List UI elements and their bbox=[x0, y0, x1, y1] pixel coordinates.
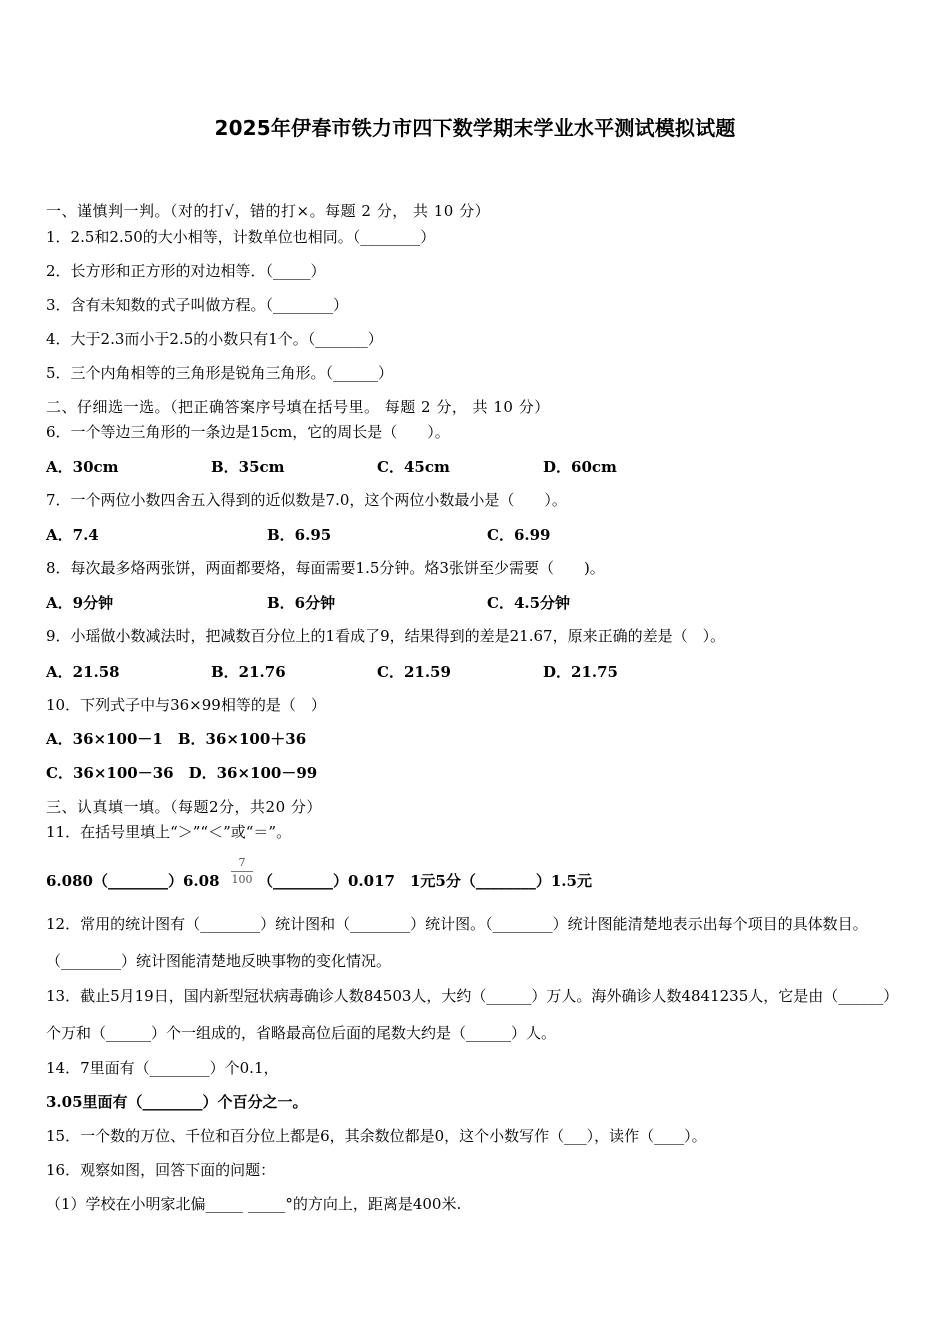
question-13: 13．截止5月19日，国内新型冠状病毒确诊人数84503人，大约（______）万人。海外确诊人数4841235人，它是由（______）个万和（______）个一组成的，省略最高位后面的尾数大约是（______）人。 bbox=[46, 987, 899, 1042]
fraction-bar bbox=[231, 871, 253, 872]
page-title: 2025年伊春市铁力市四下数学期末学业水平测试模拟试题 bbox=[214, 116, 736, 140]
section-heading-1: 一、谨慎判一判。（对的打√，错的打×。每题 2 分， 共 10 分） bbox=[46, 202, 491, 220]
fraction bbox=[229, 856, 255, 887]
question-8-options bbox=[46, 592, 910, 612]
question-16-sub-1: （1）学校在小明家北偏_____ _____°的方向上，距离是400米. bbox=[46, 1195, 462, 1213]
section-heading-2: 二、仔细选一选。（把正确答案序号填在括号里。 每题 2 分， 共 10 分） bbox=[46, 398, 550, 416]
question-10-options-row-2: C．36×100－36 D．36×100－99 bbox=[46, 764, 318, 782]
option-c: C．4.5分钟 bbox=[487, 594, 571, 612]
option-b: B．6.95 bbox=[267, 526, 332, 544]
option-a: A．9分钟 bbox=[46, 594, 114, 612]
question-2: 2．长方形和正方形的对边相等．（_____） bbox=[46, 262, 326, 280]
compare-item-2: （________）0.017 bbox=[258, 872, 395, 890]
option-d: D．60cm bbox=[543, 458, 617, 476]
option-c: C．21.59 bbox=[377, 663, 451, 681]
question-11: 11．在括号里填上“＞”“＜”或“＝”。 bbox=[46, 823, 292, 841]
question-15: 15．一个数的万位、千位和百分位上都是6，其余数位都是0，这个小数写作（___），读作（____）。 bbox=[46, 1127, 707, 1145]
question-8: 8．每次最多烙两张饼，两面都要烙，每面需要1.5分钟。烙3张饼至少需要（ )。 bbox=[46, 559, 605, 577]
question-5: 5．三个内角相等的三角形是锐角三角形。（______） bbox=[46, 364, 394, 382]
question-10-options-row-1: A．36×100－1 B．36×100＋36 bbox=[46, 730, 307, 748]
option-b: B．6分钟 bbox=[267, 594, 336, 612]
question-14-part-1: 14．7里面有（________）个0.1， bbox=[46, 1059, 279, 1077]
option-b: B．35cm bbox=[211, 458, 285, 476]
option-a: A．7.4 bbox=[46, 526, 99, 544]
option-d: D．21.75 bbox=[543, 663, 618, 681]
question-10: 10．下列式子中与36×99相等的是（ ） bbox=[46, 696, 326, 714]
section-heading-3: 三、认真填一填。（每题2分，共20 分） bbox=[46, 798, 322, 816]
question-7: 7．一个两位小数四舍五入得到的近似数是7.0，这个两位小数最小是（ ）。 bbox=[46, 491, 567, 509]
option-b: B．21.76 bbox=[211, 663, 286, 681]
question-1: 1．2.5和2.50的大小相等，计数单位也相同。（________） bbox=[46, 228, 436, 246]
option-a: A．30cm bbox=[46, 458, 119, 476]
question-7-options bbox=[46, 524, 910, 544]
question-16: 16．观察如图，回答下面的问题： bbox=[46, 1161, 276, 1179]
fraction-denominator: 100 bbox=[231, 873, 253, 886]
option-a: A．21.58 bbox=[46, 663, 120, 681]
question-6: 6．一个等边三角形的一条边是15cm，它的周长是（ ）。 bbox=[46, 423, 450, 441]
question-14-part-2: 3.05里面有（________）个百分之一。 bbox=[46, 1093, 308, 1111]
question-12: 12．常用的统计图有（________）统计图和（________）统计图。（________）统计图能清楚地表示出每个项目的具体数目。（________）统计图能清楚地反映事物的变化情况。 bbox=[46, 915, 868, 970]
question-3: 3．含有未知数的式子叫做方程。（________） bbox=[46, 296, 349, 314]
compare-item-1: 6.080（________）6.08 bbox=[46, 872, 220, 890]
question-4: 4．大于2.3而小于2.5的小数只有1个。（_______） bbox=[46, 330, 383, 348]
option-c: C．45cm bbox=[377, 458, 450, 476]
fraction-numerator: 7 bbox=[238, 856, 246, 869]
compare-item-3: 1元5分（________）1.5元 bbox=[410, 872, 592, 890]
question-6-options bbox=[46, 456, 910, 476]
question-9: 9．小瑶做小数减法时，把减数百分位上的1看成了9，结果得到的差是21.67，原来正确的差是（ ）。 bbox=[46, 627, 726, 645]
question-9-options bbox=[46, 661, 910, 681]
option-c: C．6.99 bbox=[487, 526, 551, 544]
